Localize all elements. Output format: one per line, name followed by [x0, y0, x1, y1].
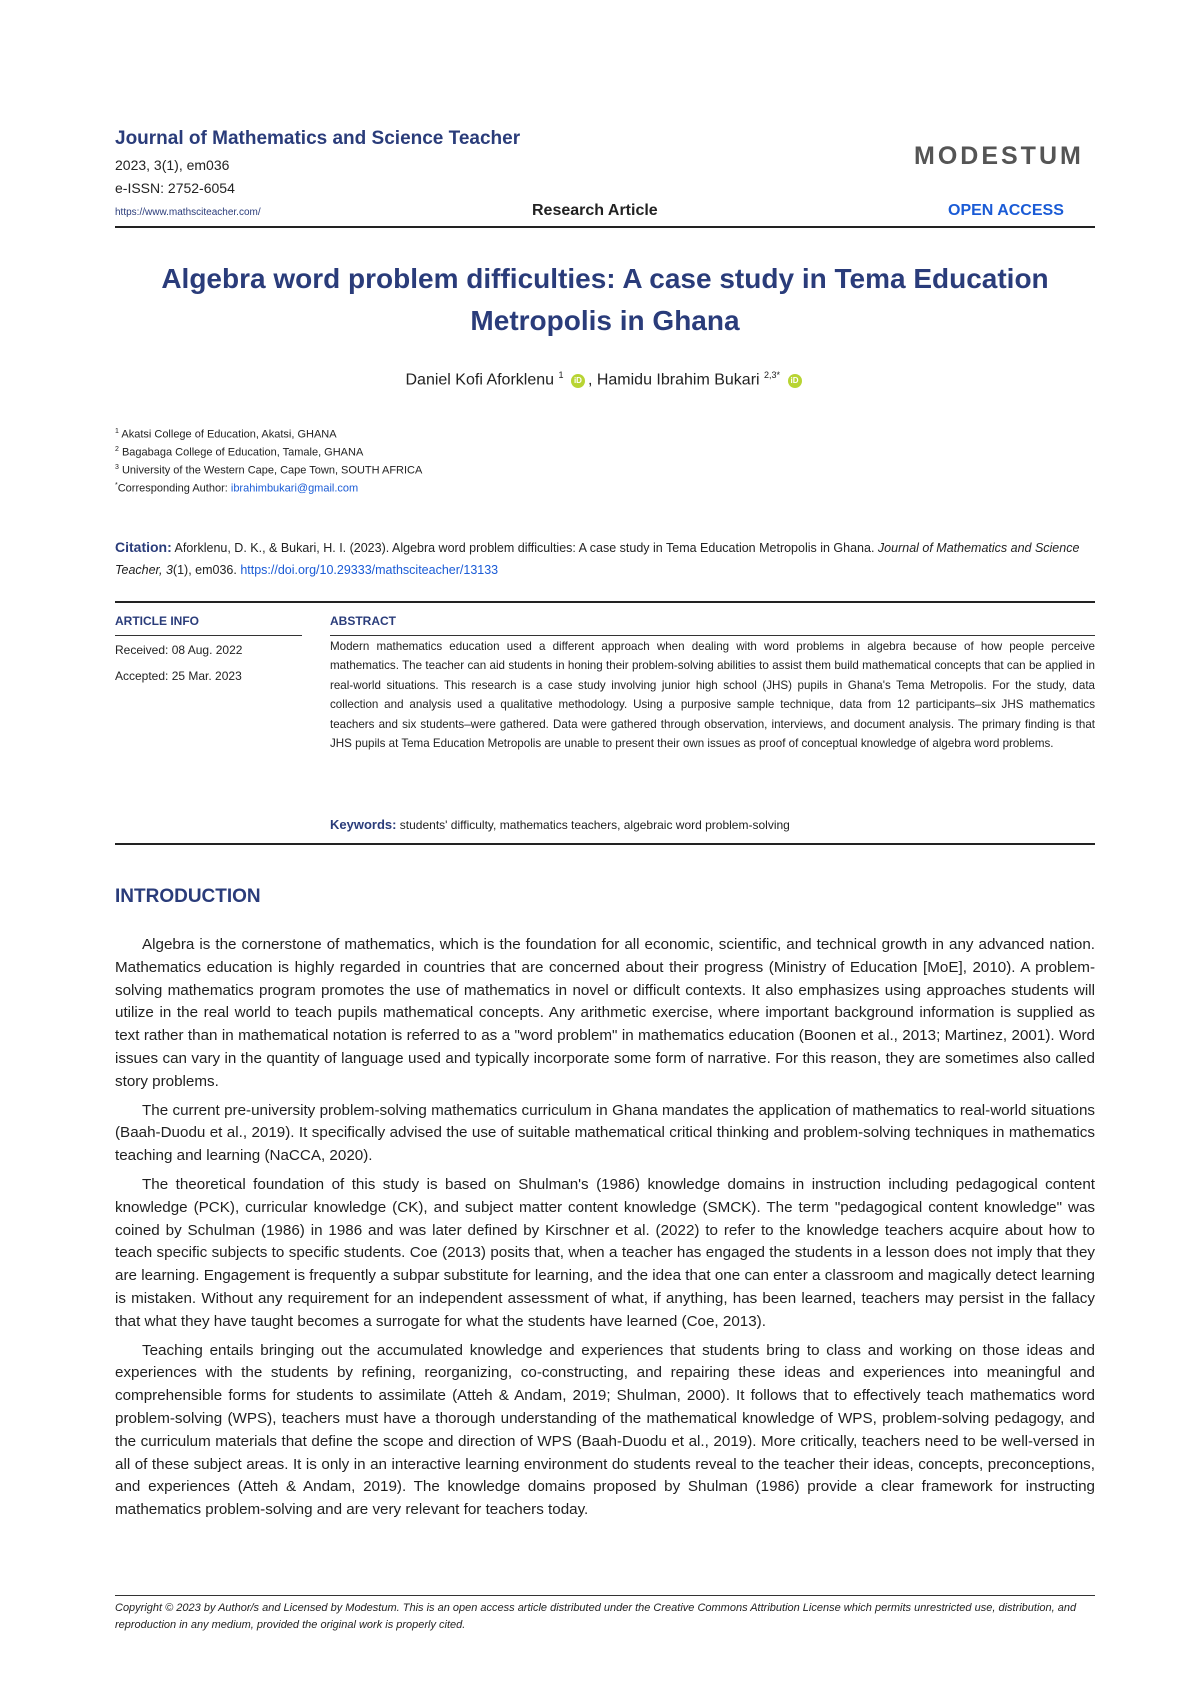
open-access-label: OPEN ACCESS: [948, 202, 1064, 219]
abstract-divider: [330, 635, 1095, 636]
citation: [115, 536, 1095, 581]
received-date: Received: 08 Aug. 2022: [115, 643, 243, 657]
keywords-label: Keywords:: [330, 817, 397, 832]
orcid-icon[interactable]: iD: [788, 374, 802, 388]
corresponding-label: Corresponding Author:: [117, 482, 231, 495]
citation-journal: Journal of Mathematics and Science Teacher, 3: [115, 541, 1080, 577]
author-2-name: Hamidu Ibrahim Bukari: [596, 371, 760, 389]
email-link[interactable]: ibrahimbukari@gmail.com: [230, 482, 359, 495]
abstract-text: Modern mathematics education used a different approach when dealing with word problems in algebra because of how people perceive mathematics. The teacher can aid students in honing their problem-solving abilities to assist them build mathematical concepts that can be applied in real-world situations. This research is a case study involving junior high school (JHS) pupils in Ghana's Tema Metropolis. For the study, data collection and analysis used a qualitative methodology. Using a purposive sample technique, data from 12 participants–six JHS mathematics teachers and six students–were gathered. Data were gathered through observation, interviews, and document analysis. The primary finding is that JHS pupils at Tema Education Metropolis are unable to present their own issues as proof of conceptual knowledge of algebra word problems.: [330, 640, 1095, 751]
citation-text: Aforklenu, D. K., & Bukari, H. I. (2023). Algebra word problem difficulties: A case study in Tema Education Metropolis in Ghana.: [171, 541, 878, 555]
journal-name: Journal of Mathematics and Science Teacher: [115, 128, 521, 149]
paragraph: Algebra is the cornerstone of mathematics, which is the foundation for all economic, scientific, and technical growth in any advanced nation. Mathematics education is highly regarded in countries that are concerned about their progress (Ministry of Education [MoE], 2010). A problem-solving mathematics program promotes the use of mathematics in novel or difficult contexts. It also emphasizes using approaches students will utilize in the real world to teach pupils mathematical concepts. Any arithmetic exercise, where important background information is supplied as text rather than in mathematical notation is referred to as a "word problem" in mathematics education (Boonen et al., 2013; Martinez, 2001). Word issues can vary in the quantity of language used and typically incorporate some form of narrative. For this reason, they are sometimes also called story problems.: [115, 936, 1095, 1090]
keywords: [330, 817, 790, 832]
article-info-divider: [115, 635, 302, 636]
citation-label: Citation:: [115, 539, 172, 555]
doi-link[interactable]: https://doi.org/10.29333/mathsciteacher/13133: [240, 563, 499, 577]
affiliation-text: University of the Western Cape, Cape Town, SOUTH AFRICA: [121, 464, 423, 477]
affiliation-3: [115, 464, 422, 477]
accepted-date: Accepted: 25 Mar. 2023: [115, 669, 242, 683]
article-info-heading: ARTICLE INFO: [115, 614, 199, 628]
abstract-top-divider: [115, 601, 1095, 603]
affiliation-number: 3: [115, 464, 119, 471]
title-line-1: Algebra word problem difficulties: A case study in Tema Education: [161, 263, 1049, 294]
issn: e-ISSN: 2752-6054: [115, 180, 235, 196]
introduction-body: [115, 934, 1095, 1528]
journal-url-link[interactable]: https://www.mathsciteacher.com/: [115, 207, 261, 218]
paragraph: The current pre-university problem-solving mathematics curriculum in Ghana mandates the application of mathematics to real-world situations (Baah-Duodu et al., 2019). It specifically advised the use of suitable mathematical critical thinking and problem-solving techniques in mathematics teaching and learning (NaCCA, 2020).: [115, 1101, 1095, 1165]
affiliation-text: Bagabaga College of Education, Tamale, GHANA: [121, 446, 364, 459]
corresponding-author: [115, 482, 358, 495]
paragraph: The theoretical foundation of this study is based on Shulman's (1986) knowledge domains in instruction including pedagogical content knowledge (PCK), curricular knowledge (CK), and subject matter content knowledge (SMCK). The term "pedagogical content knowledge" was coined by Schulman (1986) in 1986 and was later defined by Kirschner et al. (2022) to refer to the knowledge teachers acquire about how to teach specific subjects to specific students. Coe (2013) posits that, when a teacher has engaged the students in a lesson does not imply that they are learning. Engagement is frequently a subpar substitute for learning, and the idea that one can enter a classroom and magically detect learning is mistaken. Without any requirement for an independent assessment of what, if anything, has been learned, teachers may persist in the fallacy that what they have taught becomes a surrogate for what the students have learned (Coe, 2013).: [115, 1175, 1095, 1330]
footer-divider: [115, 1595, 1095, 1596]
paper-title: [115, 258, 1095, 342]
orcid-icon[interactable]: iD: [571, 374, 585, 388]
affiliation-2: [115, 446, 363, 459]
affiliation-number: 1: [115, 428, 119, 435]
author-2-affiliation: 2,3*: [764, 370, 781, 380]
section-heading-introduction: INTRODUCTION: [115, 886, 261, 907]
header-divider: [115, 226, 1095, 228]
title-line-2: Metropolis in Ghana: [470, 305, 740, 336]
article-type: Research Article: [532, 202, 658, 219]
author-list: Daniel Kofi Aforklenu $^1$ iD , Hamidu Ibrahim Bukari $^{2,3*}$ iD: [115, 370, 1095, 389]
corresponding-mark: *: [115, 482, 118, 489]
paragraph: Teaching entails bringing out the accumulated knowledge and experiences that students bring to class and working on those ideas and experiences with the students by refining, reorganizing, co-constructing, and repairing these ideas and experiences into meaningful and comprehensible forms for students to assimilate (Atteh & Andam, 2019; Shulman, 2000). It follows that to effectively teach mathematics word problem-solving (WPS), teachers must have a thorough understanding of the mathematical knowledge of WPS, problem-solving pedagogy, and the curriculum materials that define the scope and direction of WPS (Baah-Duodu et al., 2019). More critically, teachers need to be well-versed in all of these subject areas. It is only in an interactive learning environment do students reveal to the teacher their ideas, concepts, preconceptions, and experiences (Atteh & Andam, 2019). The knowledge domains proposed by Shulman (1986) provide a clear framework for instructing mathematics problem-solving and are very relevant for teachers today.: [115, 1341, 1095, 1519]
affiliation-1: [115, 428, 337, 441]
volume-issue: 2023, 3(1), em036: [115, 157, 230, 173]
keywords-text: students' difficulty, mathematics teachers, algebraic word problem-solving: [396, 818, 790, 832]
citation-issue: (1), em036.: [172, 563, 241, 577]
author-1-affiliation: 1: [558, 370, 564, 380]
copyright-notice: Copyright © 2023 by Author/s and Licensed by Modestum. This is an open access article distributed under the Creative Commons Attribution License which permits unrestricted use, distribution, and reproduction in any medium, provided the original work is properly cited.: [115, 1602, 1077, 1631]
abstract-bottom-divider: [115, 843, 1095, 845]
author-1-name: Daniel Kofi Aforklenu: [405, 371, 555, 389]
abstract-heading: ABSTRACT: [330, 614, 396, 628]
affiliation-number: 2: [115, 446, 119, 453]
publisher-logo: MODESTUM: [914, 142, 1084, 170]
affiliation-text: Akatsi College of Education, Akatsi, GHANA: [121, 428, 337, 441]
